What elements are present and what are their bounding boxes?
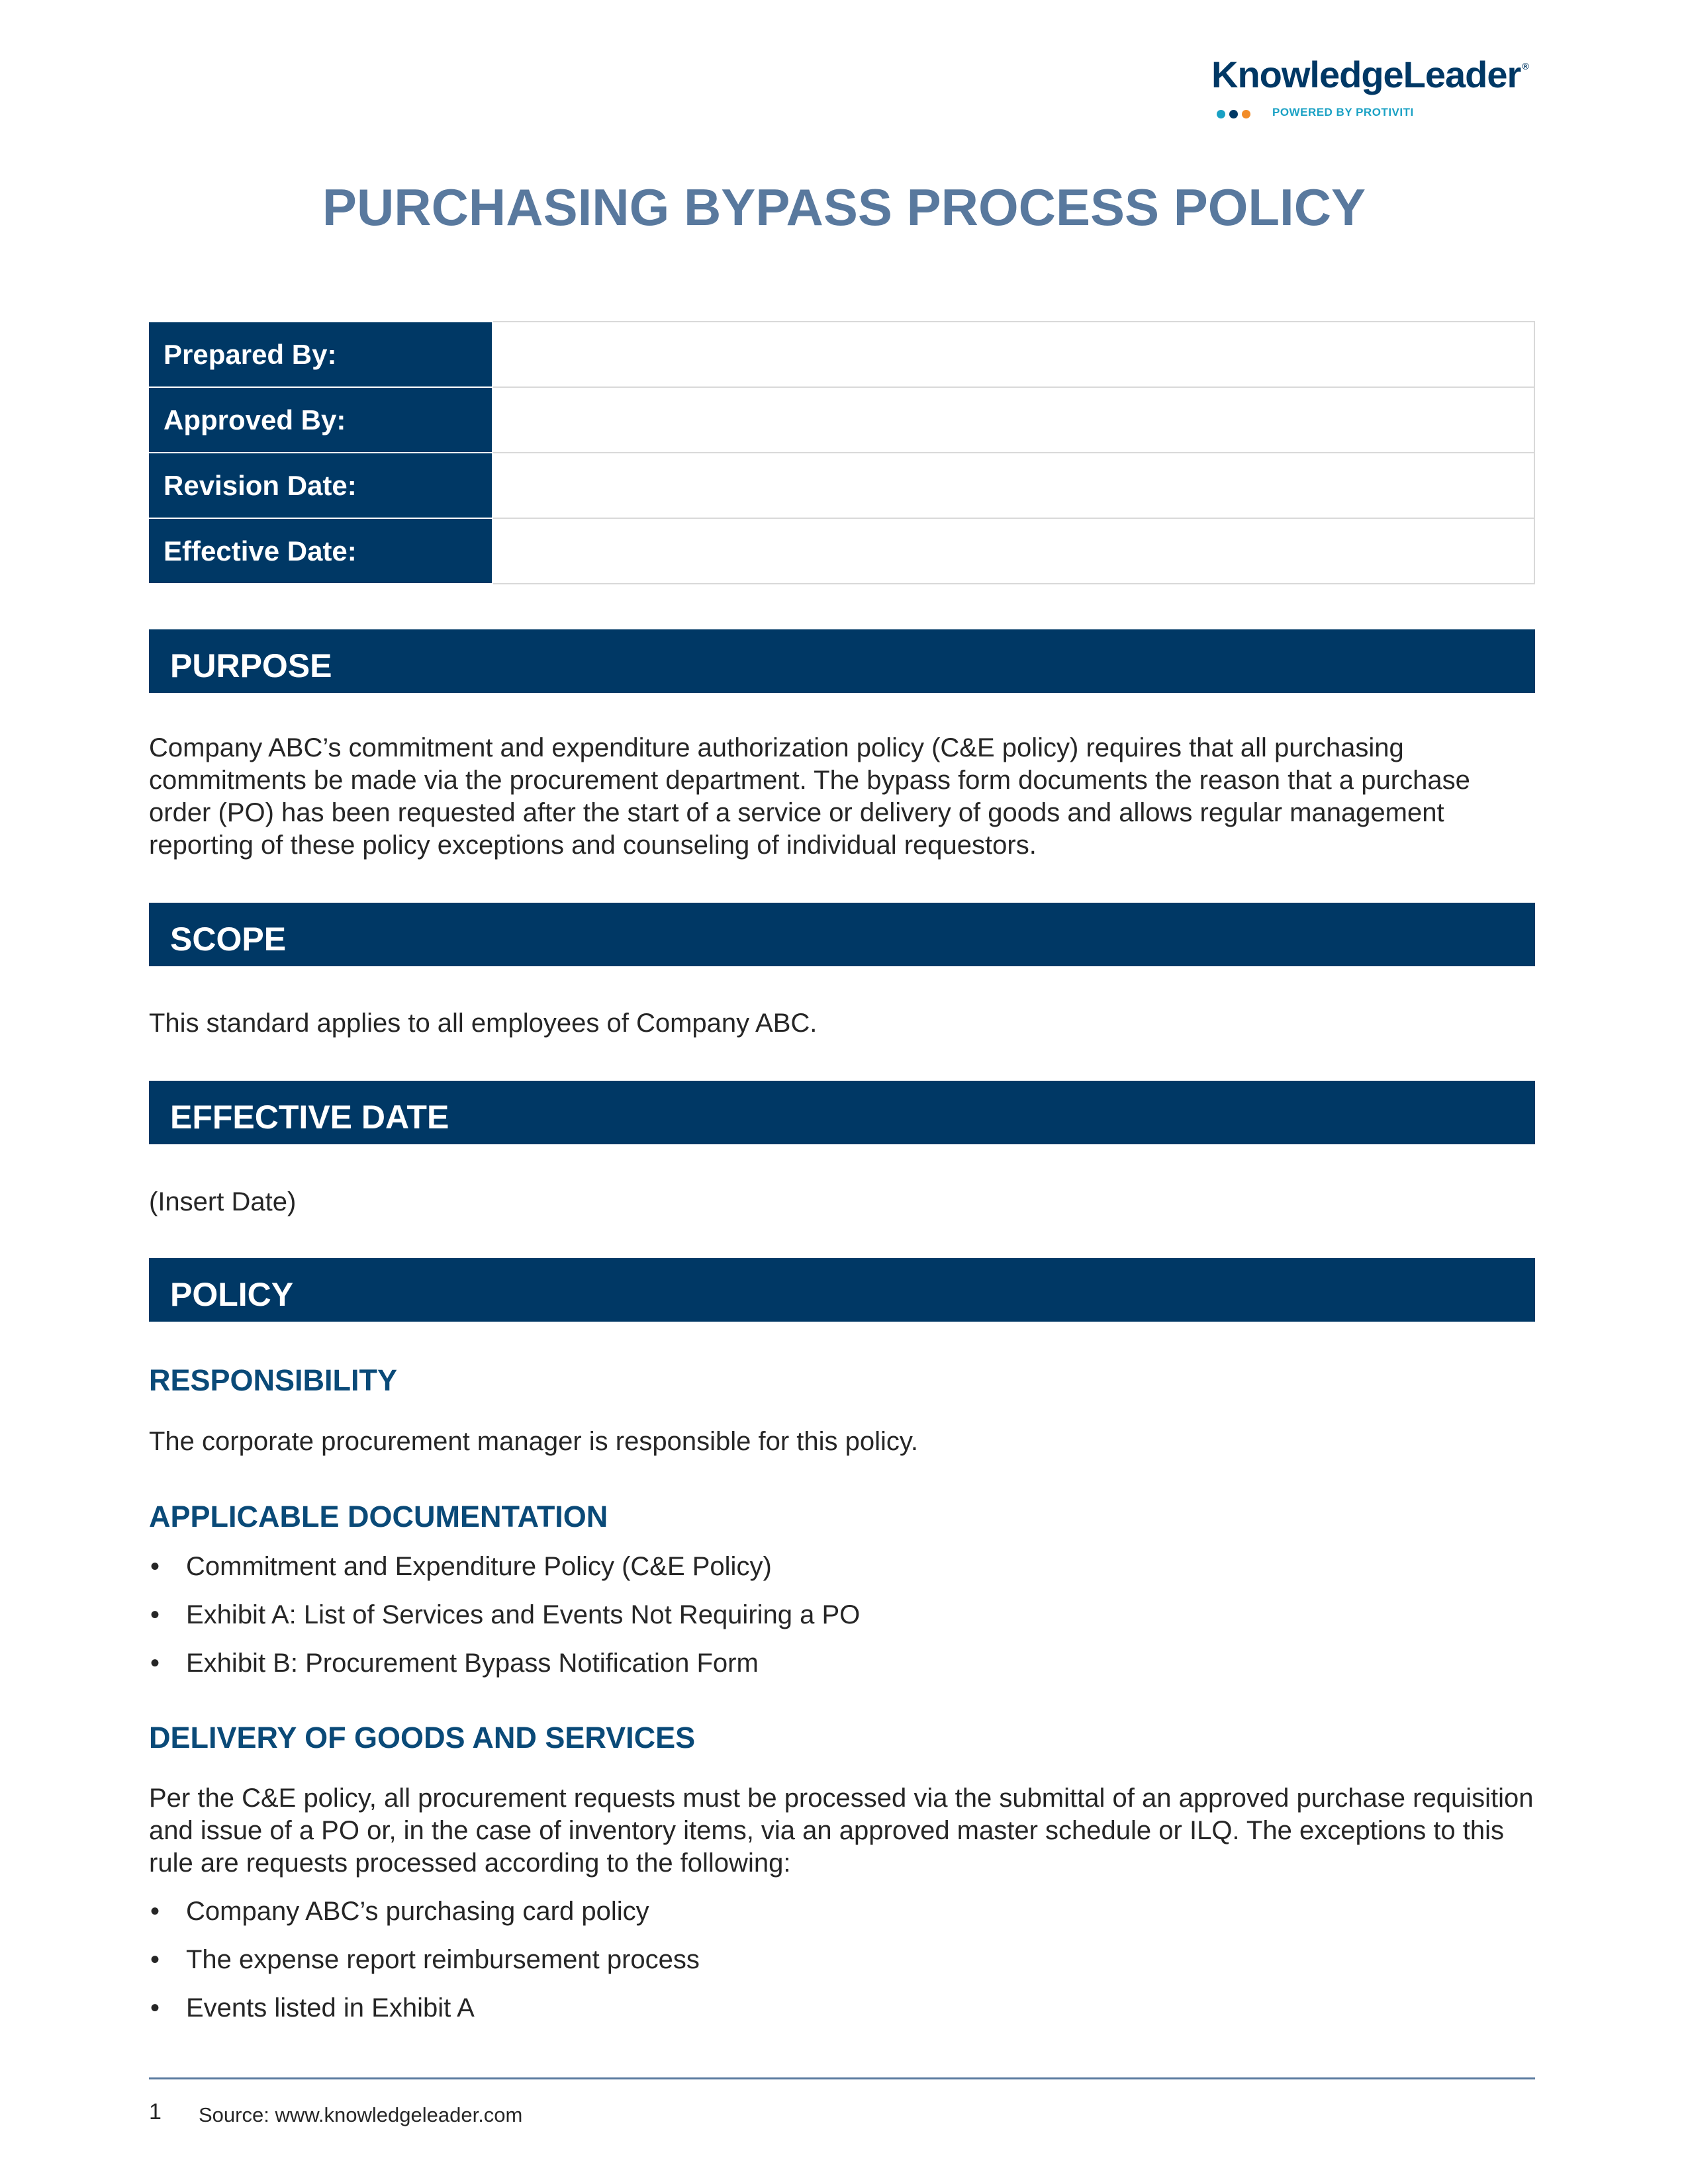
list-item: • Exhibit A: List of Services and Events Not Requiring a PO [149,1599,860,1647]
subheading-delivery: DELIVERY OF GOODS AND SERVICES [149,1721,696,1754]
info-label: Effective Date: [149,518,492,584]
knowledgeleader-logo [1211,53,1542,126]
info-label: Prepared By: [149,322,492,387]
list-item: • Exhibit B: Procurement Bypass Notification Form [149,1647,860,1696]
section-heading-policy: POLICY [149,1258,1535,1322]
logo-tagline: POWERED BY PROTIVITI [1272,106,1414,118]
info-value-prepared-by[interactable] [492,322,1534,387]
section-heading-scope: SCOPE [149,903,1535,966]
logo-brand-text: KnowledgeLeader [1211,54,1521,95]
scope-body: This standard applies to all employees of Company ABC. [149,1009,818,1038]
info-row-revision-date [149,453,1534,518]
responsibility-body: The corporate procurement manager is responsible for this policy. [149,1427,919,1456]
subheading-responsibility: RESPONSIBILITY [149,1363,398,1397]
applicable-documentation-list [149,1551,860,1696]
logo-trademark: ® [1522,61,1528,71]
delivery-body: Per the C&E policy, all procurement requests must be processed via the submittal of an approved purchase requisition and issue of a PO or, in the case of inventory items, via an approved master schedule or ILQ. The exceptions to this rule are requests processed according to the following: [149,1784,1534,1878]
list-item: • Company ABC’s purchasing card policy [149,1895,700,1944]
purpose-body: Company ABC’s commitment and expenditure authorization policy (C&E policy) requires that all purchasing commitments be made via the procurement department. The bypass form documents the reason that a purchase order (PO) has been requested after the start of a service or delivery of goods and allows regular management reporting of these policy exceptions and counseling of individual requestors. [149,733,1470,860]
subheading-applicable-documentation: APPLICABLE DOCUMENTATION [149,1500,608,1533]
logo-dot-teal [1217,110,1225,118]
section-heading-purpose: PURPOSE [149,629,1535,693]
logo-dot-orange [1242,110,1250,118]
logo-dots-icon [1217,110,1250,118]
info-row-approved-by [149,387,1534,453]
effective-date-body: (Insert Date) [149,1187,297,1216]
info-row-effective-date [149,518,1534,584]
section-heading-effective-date: EFFECTIVE DATE [149,1081,1535,1144]
info-row-prepared-by [149,322,1534,387]
list-item: • The expense report reimbursement process [149,1944,700,1992]
info-value-approved-by[interactable] [492,387,1534,453]
info-label: Approved By: [149,387,492,453]
list-item: • Events listed in Exhibit A [149,1992,700,2040]
footer-source: Source: www.knowledgeleader.com [199,2103,523,2126]
document-title: PURCHASING BYPASS PROCESS POLICY [322,178,1366,236]
info-value-effective-date[interactable] [492,518,1534,584]
logo-wordmark [1211,53,1528,96]
logo-dot-navy [1229,110,1238,118]
list-item: • Commitment and Expenditure Policy (C&E Policy) [149,1551,860,1599]
page-number: 1 [149,2099,162,2124]
document-info-table [149,321,1535,584]
footer-divider [149,2077,1535,2079]
info-value-revision-date[interactable] [492,453,1534,518]
info-label: Revision Date: [149,453,492,518]
delivery-exceptions-list [149,1895,700,2040]
